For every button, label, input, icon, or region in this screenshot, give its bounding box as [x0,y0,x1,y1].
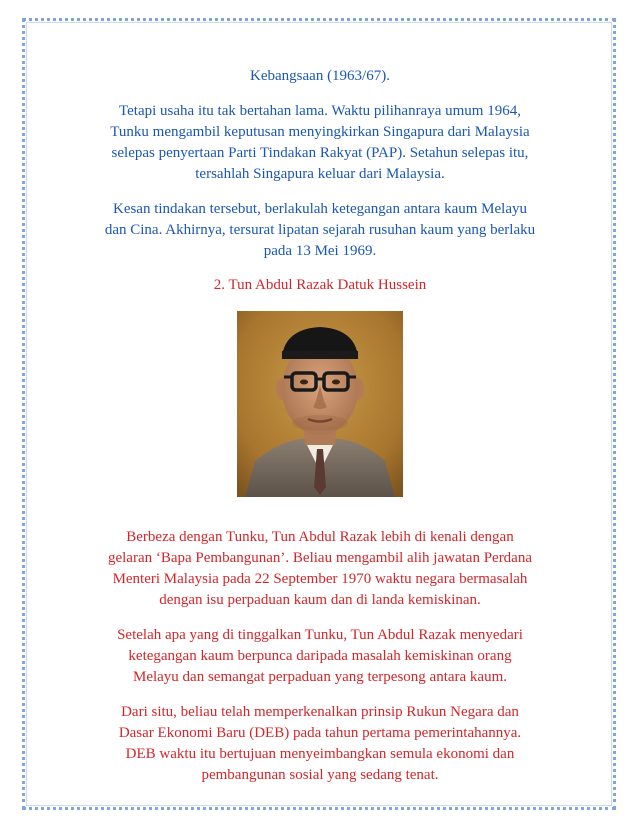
paragraph-rukun-negara-deb: Dari situ, beliau telah memperkenalkan prinsip Rukun Negara dan Dasar Ekonomi Baru (DEB) pada tahun pertama pemerintahannya. DEB waktu itu bertujuan menyeimbangkan semula ekonomi dan pembangunan sosial yang sedang tenat. [118,704,522,783]
paragraph-intro-line: Kebangsaan (1963/67). [250,68,390,84]
paragraph-kemiskinan: Setelah apa yang di tinggalkan Tunku, Tun Abdul Razak menyedari ketegangan kaum berpunca daripada masalah kemiskinan orang Melayu dan semangat perpaduan yang terpesong antara kaum. [117,627,523,685]
paragraph-bapa-pembangunan: Berbeza dengan Tunku, Tun Abdul Razak lebih di kenali dengan gelaran ‘Bapa Pembangunan’. Beliau mengambil alih jawatan Perdana Menteri Malaysia pada 22 September 1970 waktu negara bermasalah dengan isu perpaduan kaum dan di landa kemiskinan. [107,529,532,608]
portrait-container [70,311,570,497]
portrait-photo [237,311,403,497]
section-heading: 2. Tun Abdul Razak Datuk Hussein [213,277,427,293]
paragraph-singapore-separation: Tetapi usaha itu tak bertahan lama. Waktu pilihanraya umum 1964, Tunku mengambil keputusan menyingkirkan Singapura dari Malaysia selepas penyertaan Parti Tindakan Rakyat (PAP). Setahun selepas itu, tersahlah Singapura keluar dari Malaysia. [110,103,530,182]
paragraph-racial-riots: Kesan tindakan tersebut, berlakulah ketegangan antara kaum Melayu dan Cina. Akhirnya, tersurat lipatan sejarah rusuhan kaum yang berlaku pada 13 Mei 1969. [104,201,536,259]
document-body [70,66,570,786]
